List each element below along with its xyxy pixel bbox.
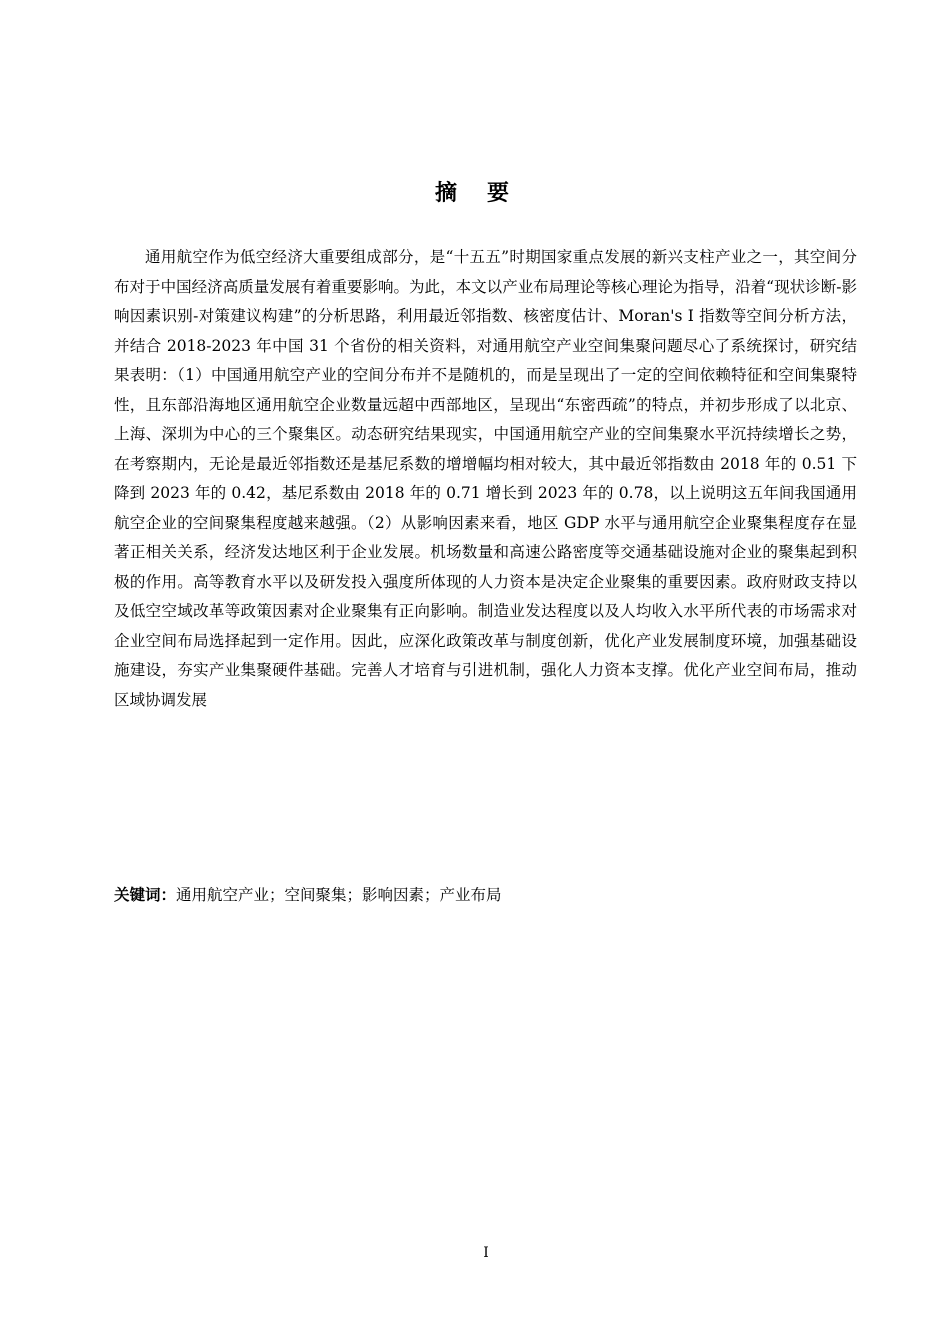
keywords-line — [114, 881, 857, 910]
keywords-label: 关键词： — [114, 886, 177, 904]
page-number: I — [483, 1245, 489, 1261]
abstract-title: 摘要 — [434, 181, 539, 206]
keywords-text: 通用航空产业；空间聚集；影响因素；产业布局 — [176, 886, 502, 904]
abstract-body: 通用航空作为低空经济大重要组成部分，是“十五五”时期国家重点发展的新兴支柱产业之一，其空间分布对于中国经济高质量发展有着重要影响。为此，本文以产业布局理论等核心理论为指导，沿着“现状诊断-影响因素识别-对策建议构建”的分析思路，利用最近邻指数、核密度估计、Moran's I 指数等空间分析方法，并结合 2018-2023 年中国 31 个省份的相关资料，对通用航空产业空间集聚问题尽心了系统探讨，研究结果表明：（1）中国通用航空产业的空间分布并不是随机的，而是呈现出了一定的空间依赖特征和空间集聚特性，且东部沿海地区通用航空企业数量远超中西部地区，呈现出“东密西疏”的特点，并初步形成了以北京、上海、深圳为中心的三个聚集区。动态研究结果现实，中国通用航空产业的空间集聚水平沉持续增长之势，在考察期内，无论是最近邻指数还是基尼系数的增增幅均相对较大，其中最近邻指数由 2018 年的 0.51 下降到 2023 年的 0.42，基尼系数由 2018 年的 0.71 增长到 2023 年的 0.78，以上说明这五年间我国通用航空企业的空间聚集程度越来越强。（2）从影响因素来看，地区 GDP 水平与通用航空企业聚集程度存在显著正相关关系，经济发达地区利于企业发展。机场数量和高速公路密度等交通基础设施对企业的聚集起到积极的作用。高等教育水平以及研发投入强度所体现的人力资本是决定企业聚集的重要因素。政府财政支持以及低空空域改革等政策因素对企业聚集有正向影响。制造业发达程度以及人均收入水平所代表的市场需求对企业空间布局选择起到一定作用。因此，应深化政策改革与制度创新，优化产业发展制度环境，加强基础设施建设，夯实产业集聚硬件基础。完善人才培育与引进机制，强化人力资本支撑。优化产业空间布局，推动区域协调发展 — [114, 248, 857, 709]
